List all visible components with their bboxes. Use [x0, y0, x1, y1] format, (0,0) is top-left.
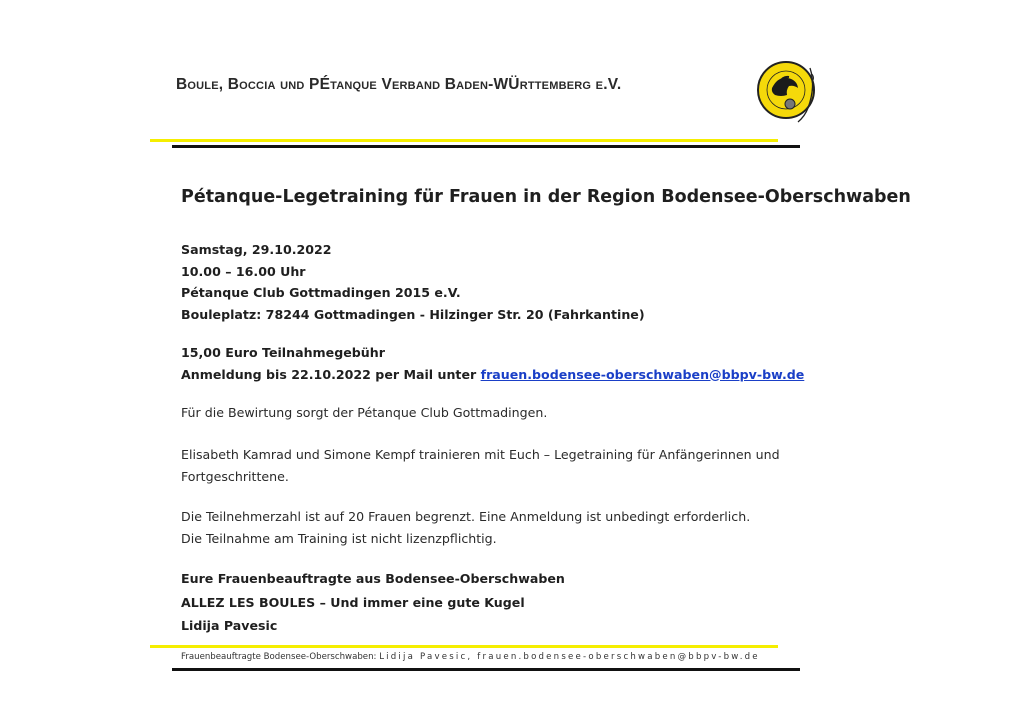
footer-label: Frauenbeauftragte Bodensee-Oberschwaben:: [181, 652, 380, 662]
event-club: Pétanque Club Gottmadingen 2015 e.V.: [181, 285, 461, 300]
footer-black-rule: [172, 668, 800, 671]
signature-name: Lidija Pavesic: [181, 618, 278, 633]
limit-line-1: Die Teilnehmerzahl ist auf 20 Frauen begrenzt. Eine Anmeldung ist unbedingt erforderlich.: [181, 509, 751, 524]
event-details: [181, 239, 645, 325]
association-title: Boule, Boccia und PÉtanque Verband Baden-WÜrttemberg e.V.: [176, 76, 622, 93]
registration-text: Anmeldung bis 22.10.2022 per Mail unter: [181, 366, 481, 382]
footer-contact: [181, 652, 760, 662]
signature-block: [181, 567, 565, 638]
footer-yellow-rule: [150, 645, 778, 648]
event-time: 10.00 – 16.00 Uhr: [181, 263, 306, 279]
signature-line-1: Eure Frauenbeauftragte aus Bodensee-Oberschwaben: [181, 571, 565, 586]
trainers-paragraph: Elisabeth Kamrad und Simone Kempf trainieren mit Euch – Legetraining für Anfängerinnen und Fortgeschrittene.: [181, 447, 780, 484]
event-venue: Bouleplatz: 78244 Gottmadingen - Hilzinger Str. 20 (Fahrkantine): [181, 306, 645, 322]
association-logo: [750, 48, 828, 130]
limit-line-2: Die Teilnahme am Training ist nicht lizenzpflichtig.: [181, 530, 497, 546]
limit-paragraph: [181, 506, 750, 549]
header-yellow-rule: [150, 139, 778, 142]
registration-details: [181, 342, 804, 385]
header-black-rule: [172, 145, 800, 148]
event-title: Pétanque-Legetraining für Frauen in der Region Bodensee-Oberschwaben: [181, 187, 911, 207]
registration-email-link[interactable]: frauen.bodensee-oberschwaben@bbpv-bw.de: [480, 366, 805, 382]
signature-line-2: ALLEZ LES BOULES – Und immer eine gute Kugel: [181, 594, 525, 610]
catering-paragraph: Für die Bewirtung sorgt der Pétanque Club Gottmadingen.: [181, 405, 548, 420]
event-fee: 15,00 Euro Teilnahmegebühr: [181, 345, 385, 360]
event-date: Samstag, 29.10.2022: [181, 242, 332, 257]
footer-contact-text: Lidija Pavesic, frauen.bodensee-oberschwaben@bbpv-bw.de: [379, 652, 760, 662]
registration-line: [181, 364, 804, 386]
